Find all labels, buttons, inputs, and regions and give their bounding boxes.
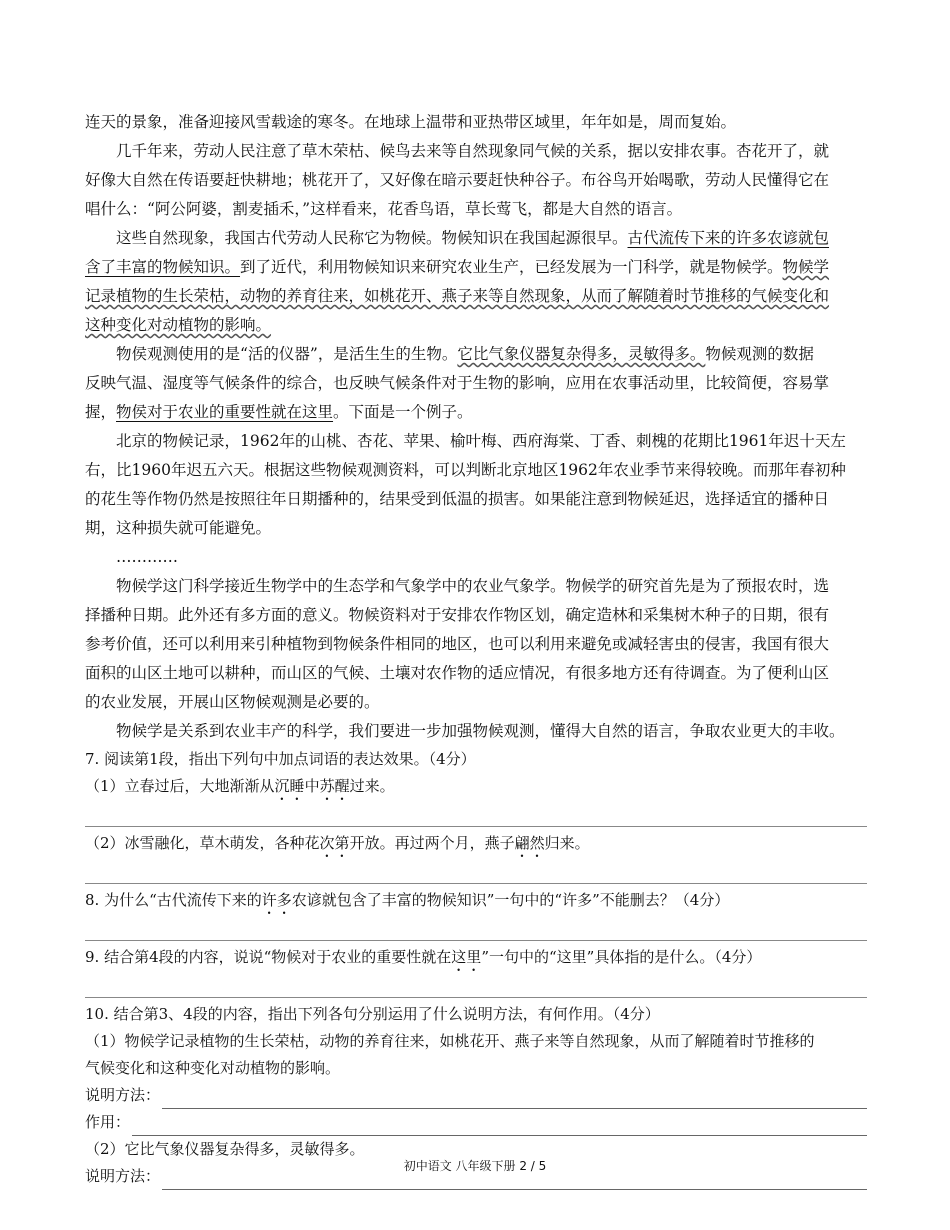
plain-text: 过来。 (349, 777, 395, 795)
paragraph-3-line (85, 253, 867, 282)
plain-text: （2）冰雪融化，草木萌发，各种花 (85, 834, 320, 852)
answer-line[interactable] (85, 804, 867, 827)
underlined-sentence-a-end: 含了丰富的物候知识。 (85, 258, 241, 276)
effect-answer-line[interactable] (132, 1116, 867, 1136)
wavy-sentence-2: 它比气象仪器复杂得多，灵敏得多。 (457, 345, 706, 363)
answer-line[interactable] (85, 975, 867, 998)
paragraph-5-line: 右，比1960年迟五六天。根据这些物候观测资料，可以判断北京地区1962年农业季节来得较晚。而那年春初种 (85, 461, 846, 479)
paragraph-3-line (85, 311, 867, 340)
question-9 (85, 944, 867, 971)
paragraph-6-line: 物候学这门科学接近生物学中的生态学和气象学中的农业气象学。物候学的研究首先是为了预报农时，选 (116, 577, 830, 595)
plain-text: 开放。再过两个月，燕子 (349, 834, 515, 852)
plain-text: 农谚就包含了丰富的物候知识”一句中的“许多”不能删去？（4分） (291, 891, 730, 909)
question-7-stem: 7. 阅读第1段，指出下列句中加点词语的表达效果。（4分） (85, 750, 476, 768)
dotted-word: 苏醒 (319, 777, 350, 795)
question-7-sentence-1 (85, 773, 867, 800)
paragraph-3-line (85, 224, 867, 253)
answer-line[interactable] (85, 918, 867, 941)
underlined-sentence-b: 物侯对于农业的重要性就在这里 (116, 403, 334, 421)
question-8 (85, 887, 867, 914)
method-label: 说明方法： (85, 1167, 161, 1185)
plain-text: 握， (85, 403, 117, 421)
paragraph-7: 物候学是关系到农业丰产的科学，我们要进一步加强物候观测，懂得大自然的语言，争取农业更大的丰收。 (116, 722, 845, 740)
method-answer-line[interactable] (162, 1089, 867, 1109)
paragraph-2-line: 唱什么：“阿公阿婆，割麦插禾，”这样看来，花香鸟语，草长莺飞，都是大自然的语言。 (85, 200, 683, 218)
paragraph-4-line (85, 398, 867, 427)
method-label: 说明方法： (85, 1086, 161, 1104)
paragraph-5-line: 北京的物候记录，1962年的山桃、杏花、苹果、榆叶梅、西府海棠、丁香、刺槐的花期比1961年迟十天左 (116, 432, 846, 450)
dotted-word: 沉睡 (274, 777, 305, 795)
question-10-sentence-1: （1）物候学记录植物的生长荣枯，动物的养育往来，如桃花开、燕子来等自然现象，从而了解随着时节推移的 (85, 1032, 815, 1050)
plain-text: 8. 为什么“古代流传下来的 (85, 891, 262, 909)
effect-answer-row (85, 1109, 867, 1136)
paragraph-2-line: 好像大自然在传语要赶快耕地；桃花开了，又好像在暗示要赶快种谷子。布谷鸟开始喝歌，劳动人民懂得它在 (85, 171, 830, 189)
underlined-sentence-a: 古代流传下来的许多农谚就包 (627, 229, 830, 247)
paragraph-5-line: 的花生等作物仍然是按照往年日期播种的，结果受到低温的损害。如果能注意到物候延迟，选择适宜的播种日 (85, 490, 830, 508)
paragraph-6-line: 面积的山区土地可以耕种，而山区的气候、土壤对农作物的适应情况，有很多地方还有待调查。为了便利山区 (85, 664, 830, 682)
paragraph-6-line: 择播种日期。此外还有多方面的意义。物候资料对于安排农作物区划，确定造林和采集树木种子的日期，很有 (85, 606, 830, 624)
paragraph-2-line: 几千年来，劳动人民注意了草木荣枯、候鸟去来等自然现象同气候的关系，据以安排农事。杏花开了，就 (116, 142, 830, 160)
plain-text: （1）立春过后，大地渐渐从 (85, 777, 275, 795)
plain-text: 9. 结合第4段的内容，说说“物候对于农业的重要性就在 (85, 948, 452, 966)
plain-text: 物侯观测使用的是“活的仪器”，是活生生的生物。 (116, 345, 458, 363)
ellipsis: ………… (116, 548, 178, 566)
dotted-word: 这里 (451, 948, 482, 966)
dotted-word: 次第 (319, 834, 350, 852)
plain-text: 。下面是一个例子。 (333, 403, 473, 421)
effect-label: 作用： (85, 1113, 131, 1131)
paragraph-1-tail: 连天的景象，准备迎接风雪载途的寒冬。在地球上温带和亚热带区域里，年年如是，周而复始。 (85, 113, 737, 131)
method-answer-row (85, 1082, 867, 1109)
dotted-word: 翩然 (514, 834, 545, 852)
page-footer: 初中语文 八年级下册 2 / 5 (403, 1159, 547, 1173)
question-10-sentence-1: 气候变化和这种变化对动植物的影响。 (85, 1059, 341, 1077)
paragraph-5-line: 期，这种损失就可能避免。 (85, 519, 272, 537)
paragraph-6-line: 的农业发展，开展山区物候观测是必要的。 (85, 693, 380, 711)
question-10-stem: 10. 结合第3、4段的内容，指出下列各句分别运用了什么说明方法，有何作用。（4分） (85, 1005, 660, 1023)
dotted-word: 许多 (261, 891, 292, 909)
question-10-sentence-2: （2）它比气象仪器复杂得多，灵敏得多。 (85, 1140, 365, 1158)
wavy-sentence: 记录植物的生长荣枯，动物的养育往来，如桃花开、燕子来等自然现象，从而了解随着时节推移的气候变化和 (85, 287, 830, 305)
paragraph-4-line: 反映气温、湿度等气候条件的综合，也反映气候条件对于生物的影响，应用在农事活动里，比较简便，容易掌 (85, 374, 830, 392)
plain-text: 物候观测的数据 (705, 345, 814, 363)
wavy-sentence-start: 物候学 (782, 258, 830, 276)
paragraph-4-line (85, 340, 867, 369)
question-7-sentence-2 (85, 830, 867, 857)
paragraph-6-line: 参考价值，还可以利用来引种植物到物候条件相同的地区，也可以利用来避免或减轻害虫的侵害，我国有很大 (85, 635, 830, 653)
answer-line[interactable] (85, 861, 867, 884)
plain-text: 到了近代，利用物候知识来研究农业生产，已经发展为一门科学，就是物候学。 (240, 258, 783, 276)
plain-text: 这些自然现象，我国古代劳动人民称它为物候。物候知识在我国起源很早。 (116, 229, 628, 247)
document-page (85, 108, 867, 1190)
wavy-sentence-end: 这种变化对动植物的影响。 (85, 316, 272, 334)
paragraph-3-line (85, 282, 867, 311)
plain-text: ”一句中的“这里”具体指的是什么。（4分） (481, 948, 762, 966)
plain-text: 归来。 (544, 834, 590, 852)
plain-text: 中 (304, 777, 320, 795)
